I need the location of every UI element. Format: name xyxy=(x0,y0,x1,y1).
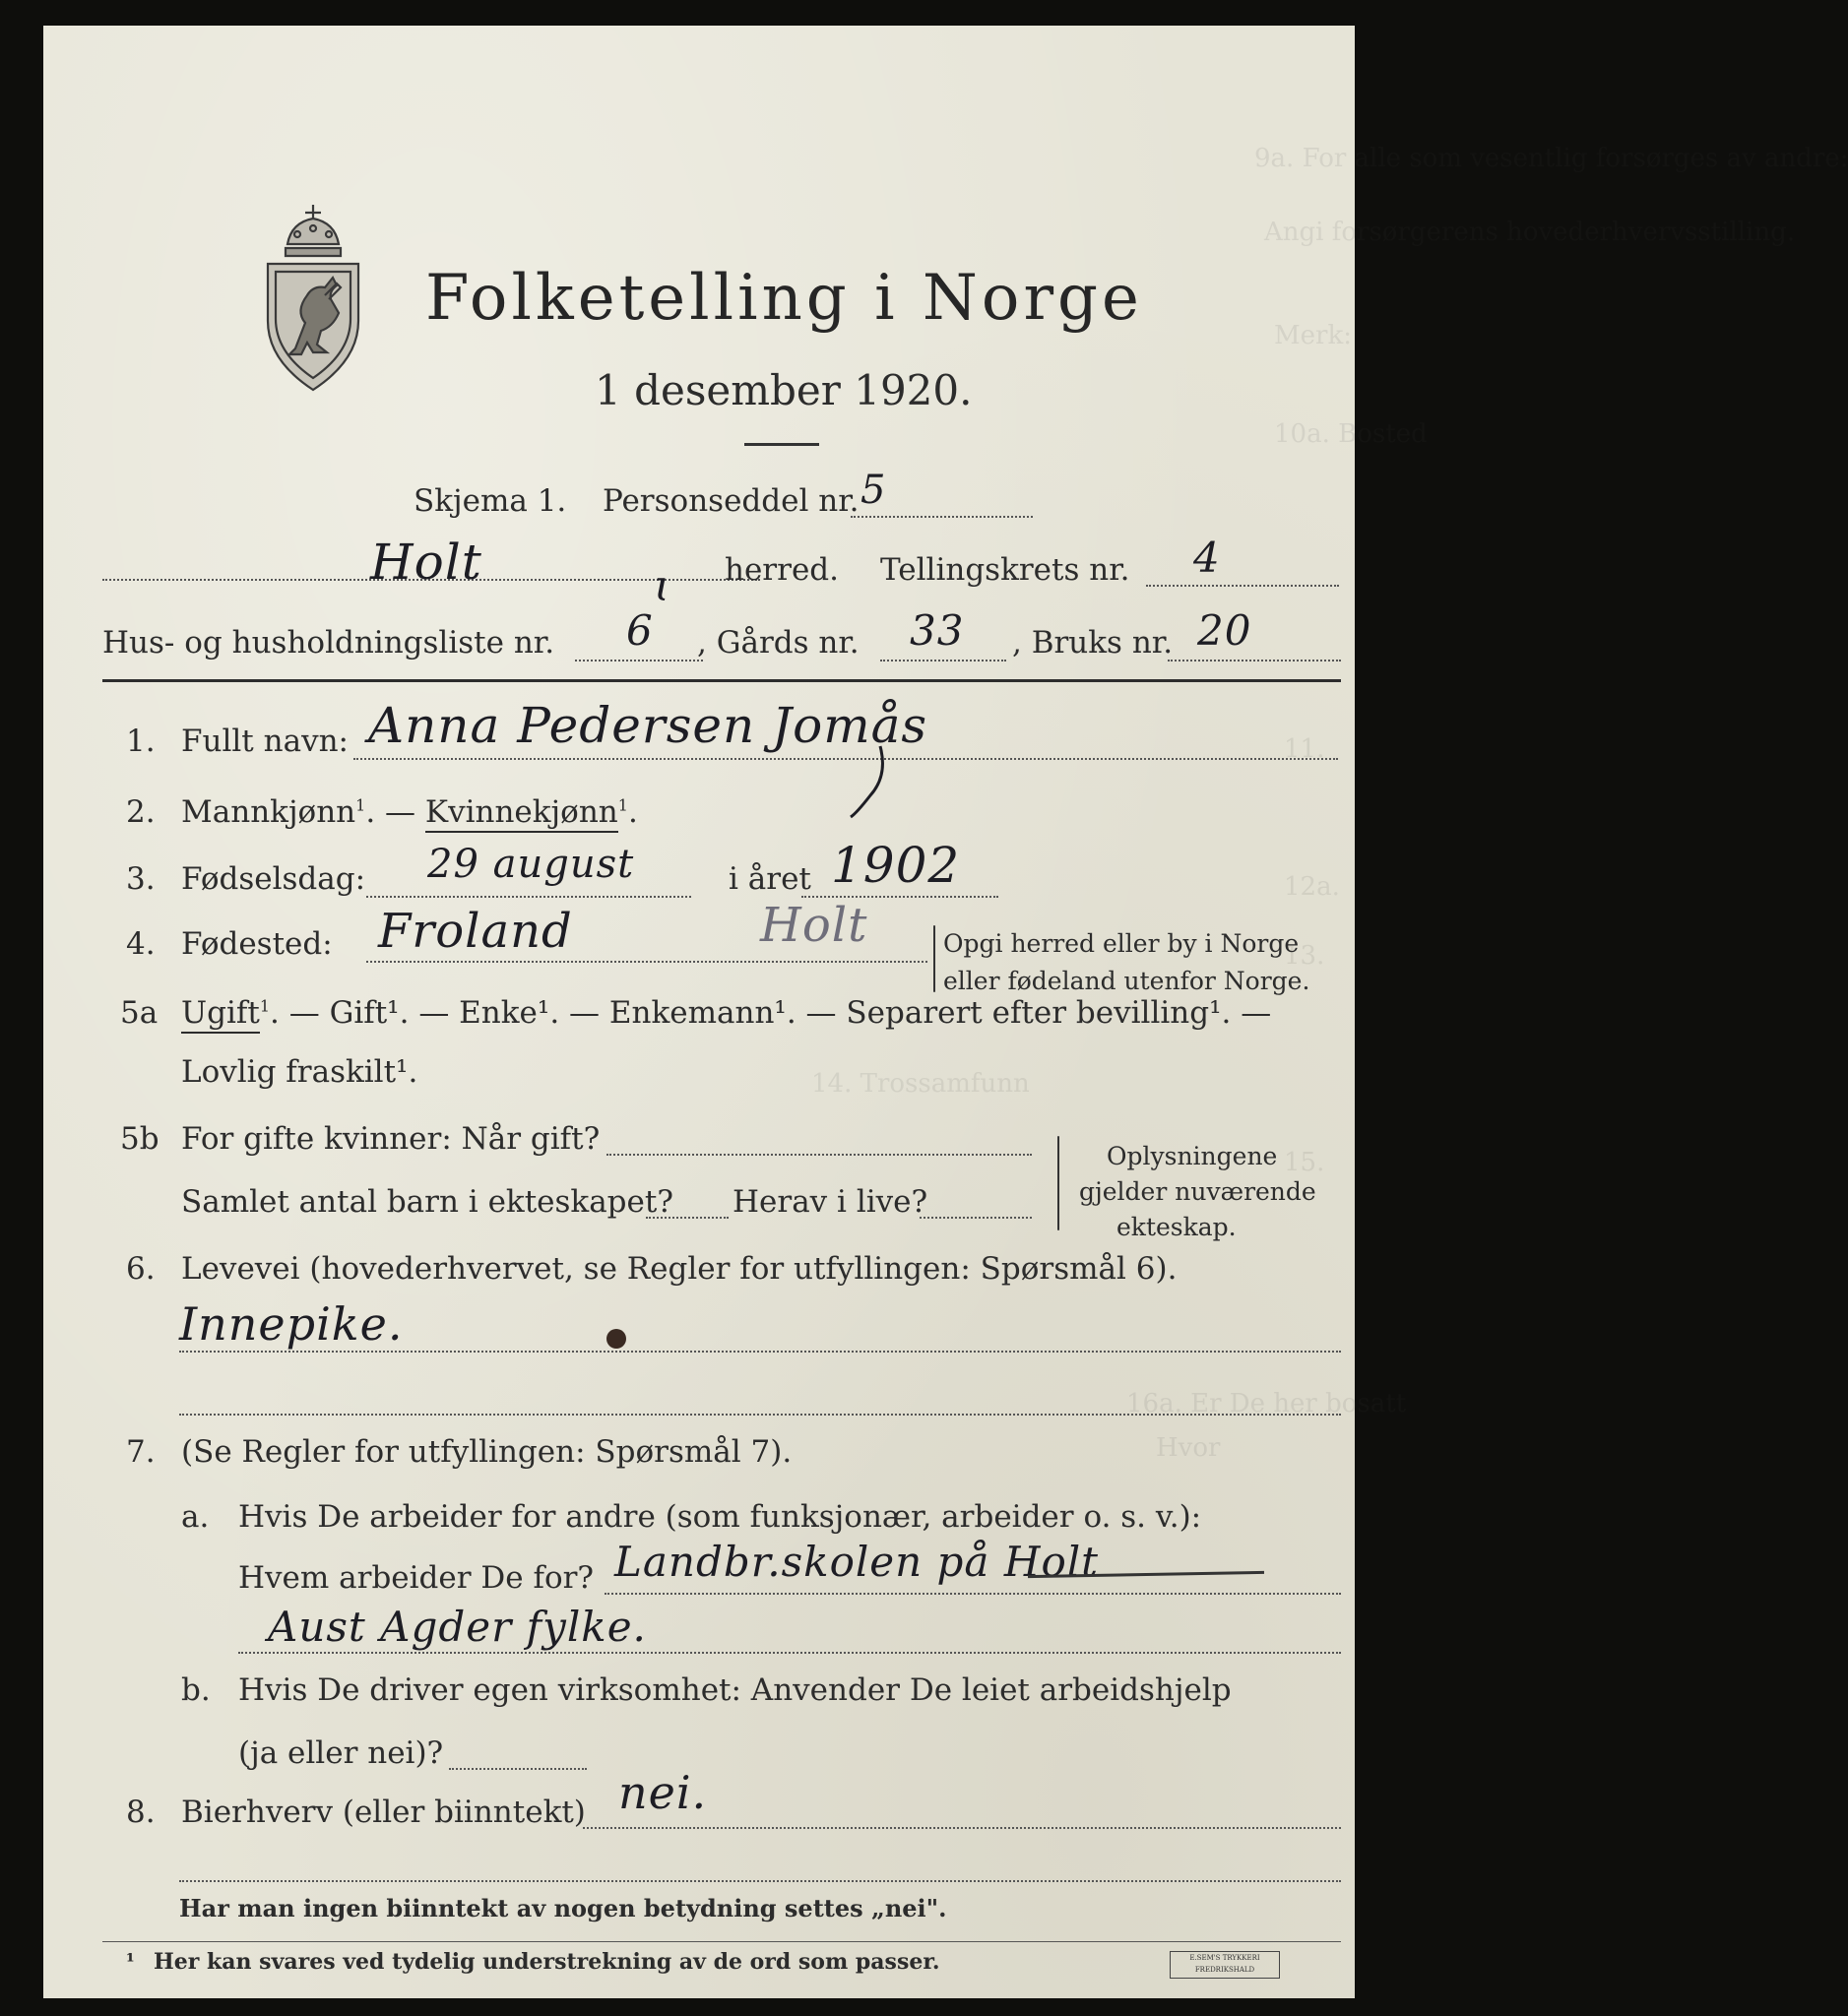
q5a-options: Ugift$^1$. — Gift¹. — Enke¹. — Enkemann¹. — Separert efter bevilling¹. — xyxy=(181,998,1271,1029)
herred-mark: ɩ xyxy=(654,561,672,611)
personseddel-value[interactable]: 5 xyxy=(860,468,887,513)
side-income-value[interactable]: nei. xyxy=(618,1766,708,1819)
bleed-text: 11. xyxy=(1284,734,1325,764)
q4-label: Fødested: xyxy=(181,926,333,962)
q1-label: Fullt navn: xyxy=(181,724,349,759)
gards-line xyxy=(880,660,1006,662)
q4-number: 4. xyxy=(126,926,156,962)
ugift-option[interactable]: Ugift xyxy=(181,995,260,1034)
bleed-text: 10a. Bosted xyxy=(1274,419,1428,449)
title-divider xyxy=(744,443,819,446)
bleed-text: 13. xyxy=(1284,941,1325,971)
footnote-mark: ¹ xyxy=(126,1949,135,1973)
q7a-letter: a. xyxy=(181,1499,210,1535)
full-name-value[interactable]: Anna Pedersen Jomås xyxy=(368,697,928,754)
page-title: Folketelling i Norge xyxy=(425,262,1143,335)
bleed-text: Hvor xyxy=(1156,1433,1221,1463)
q6-line-2 xyxy=(179,1414,1341,1416)
q7b-line1: Hvis De driver egen virksomhet: Anvender De leiet arbeidshjelp xyxy=(238,1672,1232,1708)
birthplace-addition[interactable]: Holt xyxy=(760,898,868,953)
birthplace-value[interactable]: Froland xyxy=(378,904,573,959)
bleed-text: 16a. Er De her bosatt xyxy=(1126,1389,1407,1418)
q7a-line-2 xyxy=(238,1652,1341,1654)
q5b-married-line xyxy=(606,1154,1032,1156)
bleed-text: 12a. xyxy=(1284,872,1340,902)
personseddel-line xyxy=(851,516,1033,518)
name-flourish xyxy=(831,742,900,825)
q5a-number: 5a xyxy=(120,995,159,1031)
q7-number: 7. xyxy=(126,1434,156,1470)
male-option[interactable]: Mannkjønn xyxy=(181,794,356,830)
q7a-employer-line xyxy=(605,1593,1341,1595)
birth-year-value[interactable]: 1902 xyxy=(831,837,961,894)
employer-value-2[interactable]: Aust Agder fylke. xyxy=(268,1603,647,1651)
census-date: 1 desember 1920. xyxy=(595,366,973,414)
q3-number: 3. xyxy=(126,861,156,897)
bleed-text: 9a. For alle som vesentlig forsørges av andre: xyxy=(1254,144,1848,173)
q5a-line2[interactable]: Lovlig fraskilt¹. xyxy=(181,1054,418,1090)
q5b-children-line xyxy=(646,1217,729,1219)
birth-day-value[interactable]: 29 august xyxy=(427,842,635,887)
header-rule xyxy=(102,679,1341,682)
q5b-note-2: gjelder nuværende xyxy=(1079,1177,1316,1206)
q4-note-1: Opgi herred eller by i Norge xyxy=(943,929,1300,958)
female-option[interactable]: Kvinnekjønn xyxy=(425,794,618,833)
q1-number: 1. xyxy=(126,724,156,759)
q6-line-1 xyxy=(179,1351,1341,1353)
husliste-value[interactable]: 6 xyxy=(626,606,654,655)
q3-day-line xyxy=(366,896,691,898)
printer-name: E.SEM'S TRYKKERI xyxy=(1189,1954,1260,1962)
q5b-line1: For gifte kvinner: Når gift? xyxy=(181,1121,601,1157)
q6-label: Levevei (hovederhvervet, se Regler for utfyllingen: Spørsmål 6). xyxy=(181,1251,1178,1287)
bleed-text: Angi forsørgerens hovederhvervsstilling. xyxy=(1264,218,1795,247)
schema-label: Skjema 1. xyxy=(414,483,567,519)
q7a-line2: Hvem arbeider De for? xyxy=(238,1560,595,1596)
q8-line xyxy=(583,1827,1341,1829)
q5b-alive-line xyxy=(920,1217,1032,1219)
q8-label: Bierhverv (eller biinntekt) xyxy=(181,1795,586,1830)
q4-note-2: eller fødeland utenfor Norge. xyxy=(943,967,1310,995)
ink-blot xyxy=(606,1329,626,1349)
q2-end: . xyxy=(627,794,638,830)
footer-note: Har man ingen biinntekt av nogen betydning settes „nei". xyxy=(179,1894,947,1922)
tellingskrets-label: Tellingskrets nr. xyxy=(880,552,1130,588)
q3-label: Fødselsdag: xyxy=(181,861,366,897)
q6-number: 6. xyxy=(126,1251,156,1287)
q7a-line1: Hvis De arbeider for andre (som funksjonær, arbeider o. s. v.): xyxy=(238,1499,1202,1535)
q8-number: 8. xyxy=(126,1795,156,1830)
q5b-children-label: Samlet antal barn i ekteskapet? xyxy=(181,1184,673,1220)
q2-sep: . — xyxy=(365,794,425,830)
gards-value[interactable]: 33 xyxy=(910,606,965,655)
employer-value-1[interactable]: Landbr.skolen på Holt xyxy=(614,1538,1100,1586)
q7-label: (Se Regler for utfyllingen: Spørsmål 7). xyxy=(181,1434,793,1470)
printer-stamp xyxy=(1170,1951,1280,1979)
personseddel-label: Personseddel nr. xyxy=(603,483,860,519)
q5b-alive-label: Herav i live? xyxy=(733,1184,928,1220)
q5b-note-3: ekteskap. xyxy=(1116,1213,1237,1241)
q7b-line xyxy=(449,1768,587,1770)
coat-of-arms-icon xyxy=(262,201,364,402)
q5b-number: 5b xyxy=(120,1121,159,1157)
herred-label: herred. xyxy=(725,552,839,588)
gards-label: , Gårds nr. xyxy=(697,625,860,661)
bruks-line xyxy=(1168,660,1341,662)
q2-options: Mannkjønn$^1$. — Kvinnekjønn$^1$. xyxy=(181,797,638,828)
bleed-text: 15. xyxy=(1284,1148,1325,1177)
census-form xyxy=(43,26,1848,1998)
bruks-label: , Bruks nr. xyxy=(1012,625,1174,661)
occupation-value[interactable]: Innepike. xyxy=(179,1297,404,1351)
q5b-note-1: Oplysningene xyxy=(1107,1142,1278,1170)
q3-year-label: i året xyxy=(729,861,811,897)
bruks-value[interactable]: 20 xyxy=(1197,606,1252,655)
q7b-letter: b. xyxy=(181,1672,211,1708)
q7b-line2: (ja eller nei)? xyxy=(238,1735,444,1771)
printer-city: FREDRIKSHALD xyxy=(1194,1966,1255,1974)
footer-rule xyxy=(102,1941,1341,1942)
q8-line-2 xyxy=(179,1880,1341,1882)
tellingskrets-value[interactable]: 4 xyxy=(1193,534,1221,582)
husliste-label: Hus- og husholdningsliste nr. xyxy=(102,625,555,661)
footnote: Her kan svares ved tydelig understrekning av de ord som passer. xyxy=(154,1949,940,1975)
q2-number: 2. xyxy=(126,794,156,830)
bleed-text: Merk: xyxy=(1274,321,1352,350)
bleed-text: 14. Trossamfunn xyxy=(811,1069,1030,1099)
q4-brace xyxy=(933,925,935,992)
q4-line xyxy=(366,961,927,963)
q5b-brace xyxy=(1057,1136,1059,1230)
husliste-line xyxy=(575,660,703,662)
herred-value[interactable]: Holt xyxy=(370,534,482,591)
q5a-other-options[interactable]: . — Gift¹. — Enke¹. — Enkemann¹. — Separert efter bevilling¹. — xyxy=(270,995,1272,1031)
tellingskrets-line xyxy=(1146,585,1339,587)
